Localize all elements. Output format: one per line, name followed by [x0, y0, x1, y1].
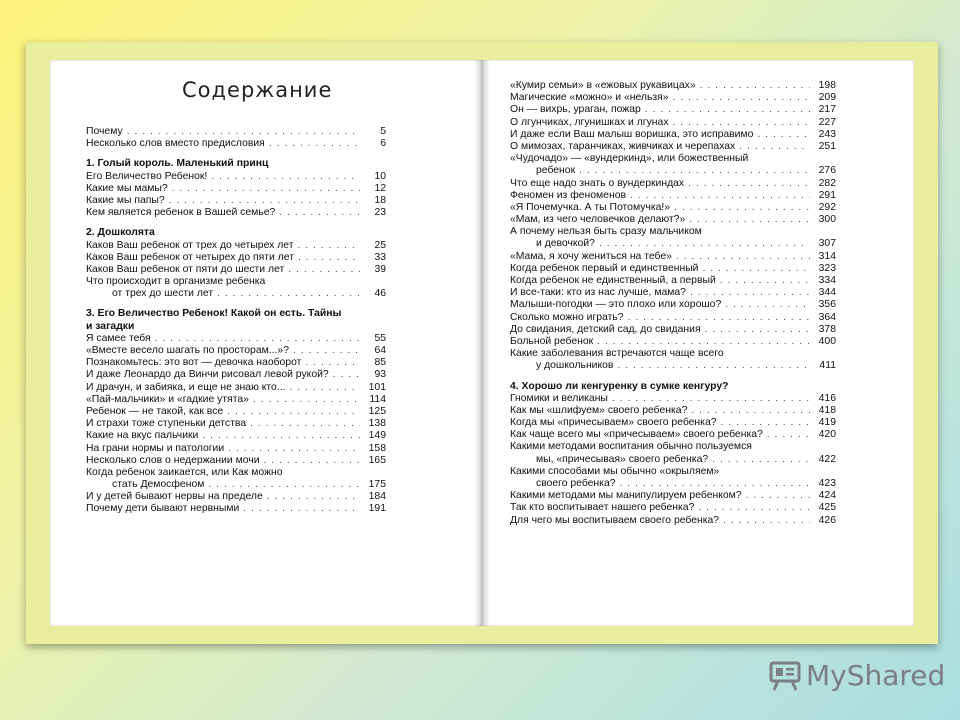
- toc-page-number: 138: [368, 418, 386, 430]
- toc-entry: [510, 178, 836, 190]
- leader-dots: [227, 406, 360, 418]
- section-gap: [86, 219, 386, 227]
- toc-entry-text: «Вместе весело шагать по просторам...»?: [86, 345, 289, 356]
- toc-entry-text: Малыши-погодки — это плохо или хорошо?: [510, 299, 722, 311]
- toc-entry-line: [510, 466, 836, 478]
- toc-entry-text: Как мы «шлифуем» своего ребенка?: [510, 404, 688, 416]
- toc-entry: [510, 263, 836, 275]
- toc-page-number: 276: [818, 165, 836, 177]
- toc-entry-text: Гномики и великаны: [510, 392, 608, 404]
- toc-entry: [86, 430, 386, 442]
- toc-page-number: 291: [818, 189, 836, 201]
- toc-entry-text: Он — вихрь, ураган, пожар: [510, 104, 641, 116]
- toc-entry-text: Ребенок — не такой, как все: [86, 405, 224, 417]
- leader-dots: [279, 207, 360, 219]
- leader-dots: [333, 369, 360, 381]
- toc-entry-text: и загадки: [86, 320, 135, 332]
- leader-dots: [698, 502, 810, 514]
- leader-dots: [645, 104, 810, 116]
- toc-entry-text: Почему: [86, 126, 123, 137]
- toc-entry-text: Какими методами воспитания обычно пользуемся: [510, 441, 752, 453]
- toc-entry: [510, 393, 836, 405]
- toc-entry: [510, 129, 836, 141]
- toc-entry: [510, 275, 836, 287]
- toc-entry: [86, 345, 386, 357]
- toc-entry-text: И драчун, и забияка, и еще не знаю кто...: [86, 381, 286, 393]
- toc-section-heading: [510, 381, 836, 393]
- leader-dots: [264, 455, 360, 467]
- toc-page-number: 18: [374, 194, 386, 206]
- toc-entry: [510, 405, 836, 417]
- toc-entry-text: и девочкой?: [536, 238, 595, 250]
- leader-dots: [217, 288, 360, 300]
- toc-page-number: 55: [374, 332, 386, 344]
- toc-entry-text: «Пай-мальчики» и «гадкие утята»: [86, 393, 249, 405]
- leader-dots: [702, 263, 810, 275]
- toc-entry: [510, 417, 836, 429]
- toc-entry-text: Несколько слов о недержании мочи: [86, 454, 260, 466]
- leader-dots: [243, 503, 360, 515]
- toc-entry-text: Как чаще всего мы «причесываем» своего ребенка?: [510, 429, 763, 441]
- toc-entry-text: Какие мы папы?: [86, 194, 165, 206]
- toc-page-number: 10: [374, 170, 386, 182]
- toc-entry-text: Каков Ваш ребенок от трех до четырех лет: [86, 239, 294, 251]
- toc-entry-text: Для чего мы воспитываем своего ребенка?: [510, 514, 720, 526]
- toc-entry-text: До свидания, детский сад, до свидания: [510, 323, 701, 335]
- toc-page-number: 5: [380, 126, 386, 137]
- toc-entry-text: О лгунчиках, лгунишках и лгунах: [510, 116, 669, 128]
- toc-entry-text: Когда ребенок первый и единственный: [510, 262, 699, 274]
- book-spine: [474, 60, 490, 626]
- toc-entry-text: своего ребенка?: [536, 478, 616, 489]
- leader-dots: [298, 252, 360, 264]
- toc-page-number: 209: [818, 92, 836, 104]
- toc-page-number: 323: [818, 262, 836, 274]
- toc-entry: [510, 502, 836, 514]
- toc-entry-text: Так кто воспитывает нашего ребенка?: [510, 502, 695, 514]
- toc-page-number: 217: [818, 104, 836, 116]
- toc-entry-text: Его Величество Ребенок!: [86, 170, 208, 182]
- section-gap: [86, 150, 386, 158]
- toc-entry-text: стать Демосфеном: [112, 479, 205, 491]
- toc-page-number: 114: [369, 393, 386, 405]
- leader-dots: [723, 515, 810, 527]
- toc-page-number: 314: [818, 250, 836, 262]
- leader-dots: [172, 183, 360, 195]
- toc-entry-text: А почему нельзя быть сразу мальчиком: [510, 226, 702, 238]
- toc-entry: [510, 214, 836, 226]
- leader-dots: [746, 490, 810, 502]
- toc-entry: [510, 104, 836, 116]
- toc-entry-text: от трех до шести лет: [112, 288, 214, 300]
- toc-page-number: 101: [368, 381, 386, 393]
- leader-dots: [725, 299, 810, 311]
- leader-dots: [599, 238, 810, 250]
- toc-page-number: 423: [818, 478, 836, 489]
- toc-entry-text: «Я Почемучка. А ты Потомучка!»: [510, 201, 671, 213]
- toc-entry-text: И страхи тоже ступеньки детства: [86, 418, 247, 430]
- toc-entry: [510, 238, 836, 250]
- leader-dots: [705, 324, 810, 336]
- leader-dots: [617, 360, 810, 372]
- toc-entry-text: у дошкольников: [536, 360, 614, 372]
- toc-entry-text: «Мама, я хочу жениться на тебе»: [510, 250, 672, 262]
- leader-dots: [288, 264, 360, 276]
- toc-entry-text: 3. Его Величество Ребенок! Какой он есть. Тайны: [86, 308, 342, 320]
- leader-dots: [253, 394, 360, 406]
- toc-page-number: 426: [818, 514, 836, 526]
- toc-entry-text: Какие заболевания встречаются чаще всего: [510, 348, 724, 360]
- toc-entry-text: Какими методами мы манипулируем ребенком?: [510, 490, 742, 502]
- toc-entry-text: Какими способами мы обычно «окрыляем»: [510, 465, 720, 477]
- toc-entry-line: [510, 348, 836, 360]
- toc-entry-text: Какие мы мамы?: [86, 182, 168, 194]
- toc-page-number: 93: [374, 369, 386, 381]
- toc-page-number: 39: [374, 263, 386, 275]
- toc-page-number: 6: [380, 138, 386, 150]
- toc-entry-text: 1. Голый король. Маленький принц: [86, 158, 269, 170]
- leader-dots: [720, 275, 810, 287]
- toc-entry-text: ребенок: [536, 165, 576, 177]
- toc-entry: [86, 252, 386, 264]
- toc-page-number: 25: [374, 239, 386, 251]
- leader-dots: [208, 479, 360, 491]
- toc-page-number: 12: [374, 182, 386, 194]
- toc-entry: [86, 126, 386, 138]
- toc-page-number: 378: [818, 323, 836, 335]
- toc-entry-text: Больной ребенок: [510, 335, 594, 347]
- toc-page-number: 149: [368, 430, 386, 442]
- toc-page-number: 334: [818, 275, 836, 286]
- toc-entry: [510, 202, 836, 214]
- toc-left-column: [86, 126, 386, 516]
- leader-dots: [673, 117, 810, 129]
- toc-section-heading: [86, 158, 386, 170]
- toc-entry-text: 4. Хорошо ли кенгуренку в сумке кенгуру?: [510, 380, 729, 392]
- toc-page-number: 282: [818, 177, 836, 189]
- toc-page-number: 125: [368, 405, 386, 417]
- toc-entry: [510, 251, 836, 263]
- toc-entry-text: И даже Леонардо да Винчи рисовал левой рукой?: [86, 369, 329, 381]
- leader-dots: [628, 312, 810, 324]
- toc-section-heading: [86, 227, 386, 239]
- toc-entry: [510, 336, 836, 348]
- toc-entry: [510, 165, 836, 177]
- toc-page-number: 420: [818, 429, 836, 441]
- toc-entry-text: И даже если Ваш малыш воришка, это исправимо: [510, 128, 754, 140]
- toc-entry-text: Кем является ребенок в Вашей семье?: [86, 207, 276, 219]
- leader-dots: [305, 357, 360, 369]
- toc-entry: [86, 503, 386, 515]
- toc-entry: [86, 264, 386, 276]
- toc-entry-text: 2. Дошколята: [86, 227, 155, 239]
- toc-entry-line: [86, 467, 386, 479]
- toc-page-number: 422: [818, 453, 836, 465]
- toc-page-number: 184: [368, 491, 386, 503]
- toc-entry: [86, 491, 386, 503]
- toc-entry-text: И все-таки: кто из нас лучше, мама?: [510, 287, 686, 299]
- toc-entry: [86, 207, 386, 219]
- leader-dots: [712, 454, 810, 466]
- leader-dots: [579, 165, 810, 177]
- toc-page-number: 227: [818, 116, 836, 128]
- toc-entry-text: Почему дети бывают нервными: [86, 503, 240, 515]
- toc-page-number: 425: [818, 502, 836, 514]
- leader-dots: [228, 443, 360, 455]
- leader-dots: [689, 214, 810, 226]
- toc-section-heading: [86, 308, 386, 320]
- toc-entry: [510, 299, 836, 311]
- toc-entry: [86, 288, 386, 300]
- toc-entry-text: «Чудочадо» — «вундеркинд», или божественный: [510, 153, 749, 165]
- toc-entry-text: мы, «причесывая» своего ребенка?: [536, 453, 709, 465]
- leader-dots: [674, 202, 810, 214]
- leader-dots: [691, 405, 810, 417]
- toc-page-number: 198: [818, 80, 836, 91]
- toc-entry-text: Несколько слов вместо предисловия: [86, 138, 265, 150]
- leader-dots: [620, 478, 810, 490]
- toc-page-number: 400: [818, 335, 836, 347]
- toc-entry: [510, 490, 836, 502]
- toc-entry-text: «Мам, из чего человечков делают?»: [510, 214, 686, 226]
- toc-entry-text: Познакомьтесь: это вот — девочка наоборот: [86, 357, 302, 369]
- toc-entry-line: [510, 153, 836, 165]
- toc-entry: [86, 171, 386, 183]
- toc-page-number: 46: [374, 288, 386, 300]
- toc-entry-text: Когда ребенок не единственный, а первый: [510, 275, 716, 286]
- toc-entry-text: «Кумир семьи» в «ежовых рукавицах»: [510, 80, 696, 91]
- leader-dots: [250, 418, 360, 430]
- leader-dots: [155, 333, 360, 345]
- leader-dots: [757, 129, 810, 141]
- toc-page-number: 419: [818, 417, 836, 429]
- toc-entry-text: И у детей бывают нервы на пределе: [86, 491, 263, 503]
- toc-page-number: 33: [374, 251, 386, 263]
- leader-dots: [739, 141, 810, 153]
- toc-page-number: 64: [374, 345, 386, 356]
- toc-page-number: 364: [818, 311, 836, 323]
- toc-right-column: [510, 80, 836, 527]
- leader-dots: [169, 195, 360, 207]
- toc-entry-line: [86, 276, 386, 288]
- toc-entry: [86, 138, 386, 150]
- toc-page-number: 23: [374, 207, 386, 219]
- leader-dots: [211, 171, 360, 183]
- toc-entry-text: Феномен из феноменов: [510, 189, 627, 201]
- toc-entry: [86, 195, 386, 207]
- toc-entry: [510, 92, 836, 104]
- toc-entry: [86, 455, 386, 467]
- section-gap: [510, 373, 836, 381]
- toc-page-number: 424: [818, 490, 836, 502]
- toc-entry: [510, 117, 836, 129]
- toc-entry-text: На грани нормы и патологии: [86, 442, 225, 454]
- toc-page-number: 356: [818, 299, 836, 311]
- toc-page-number: 344: [818, 287, 836, 299]
- toc-entry: [510, 360, 836, 372]
- toc-page-number: 165: [368, 454, 386, 466]
- leader-dots: [673, 92, 810, 104]
- toc-entry: [510, 287, 836, 299]
- toc-page-number: 175: [368, 479, 386, 491]
- toc-entry-line: [510, 441, 836, 453]
- toc-entry: [86, 240, 386, 252]
- toc-entry-text: Каков Ваш ребенок от пяти до шести лет: [86, 263, 285, 275]
- toc-entry: [86, 333, 386, 345]
- toc-entry: [86, 479, 386, 491]
- leader-dots: [202, 430, 360, 442]
- leader-dots: [293, 345, 360, 357]
- toc-page-number: 418: [818, 404, 836, 416]
- toc-entry: [510, 515, 836, 527]
- leader-dots: [269, 138, 360, 150]
- toc-entry: [510, 454, 836, 466]
- presentation-board-icon: [768, 658, 802, 692]
- toc-page-number: 300: [818, 214, 836, 226]
- toc-entry: [86, 394, 386, 406]
- toc-entry: [510, 141, 836, 153]
- toc-entry-text: Что происходит в организме ребенка: [86, 276, 266, 288]
- toc-entry-text: Каков Ваш ребенок от четырех до пяти лет: [86, 251, 294, 263]
- toc-entry-text: Магические «можно» и «нельзя»: [510, 92, 669, 104]
- toc-section-heading: [86, 321, 386, 333]
- toc-entry: [86, 382, 386, 394]
- toc-page-number: 251: [818, 140, 836, 152]
- toc-page-number: 85: [374, 357, 386, 369]
- toc-entry: [86, 418, 386, 430]
- leader-dots: [688, 178, 810, 190]
- leader-dots: [297, 240, 360, 252]
- toc-entry: [510, 429, 836, 441]
- leader-dots: [767, 429, 810, 441]
- toc-entry: [510, 80, 836, 92]
- leader-dots: [700, 80, 810, 92]
- leader-dots: [290, 382, 361, 394]
- toc-entry: [510, 478, 836, 490]
- toc-page-number: 411: [819, 360, 836, 372]
- toc-entry-line: [510, 226, 836, 238]
- toc-entry: [86, 406, 386, 418]
- leader-dots: [676, 251, 810, 263]
- leader-dots: [630, 190, 810, 202]
- toc-entry-text: Что еще надо знать о вундеркиндах: [510, 177, 685, 189]
- logo-text: MyShared: [806, 658, 946, 692]
- toc-entry-text: Я самее тебя: [86, 332, 151, 344]
- leader-dots: [597, 336, 810, 348]
- toc-entry-text: Сколько можно играть?: [510, 311, 624, 323]
- toc-entry-text: Когда ребенок заикается, или Как можно: [86, 466, 283, 478]
- toc-page-number: 191: [368, 503, 386, 515]
- toc-entry: [510, 312, 836, 324]
- toc-title: Содержание: [182, 78, 333, 102]
- leader-dots: [690, 287, 810, 299]
- toc-entry: [510, 324, 836, 336]
- leader-dots: [721, 417, 810, 429]
- toc-page-number: 292: [818, 201, 836, 213]
- toc-entry-text: О мимозах, таранчиках, живчиках и черепахах: [510, 140, 736, 152]
- toc-page-number: 243: [818, 128, 836, 140]
- leader-dots: [267, 491, 360, 503]
- toc-page-number: 307: [818, 238, 836, 250]
- toc-entry: [86, 443, 386, 455]
- myshared-logo: [768, 658, 945, 692]
- toc-page-number: 158: [368, 442, 386, 454]
- toc-entry-text: Когда мы «причесываем» своего ребенка?: [510, 417, 717, 429]
- toc-entry: [86, 357, 386, 369]
- toc-entry: [86, 369, 386, 381]
- toc-entry: [510, 190, 836, 202]
- toc-page-number: 416: [818, 392, 836, 404]
- leader-dots: [612, 393, 810, 405]
- leader-dots: [127, 126, 360, 138]
- toc-entry: [86, 183, 386, 195]
- toc-entry-text: Какие на вкус пальчики: [86, 430, 199, 442]
